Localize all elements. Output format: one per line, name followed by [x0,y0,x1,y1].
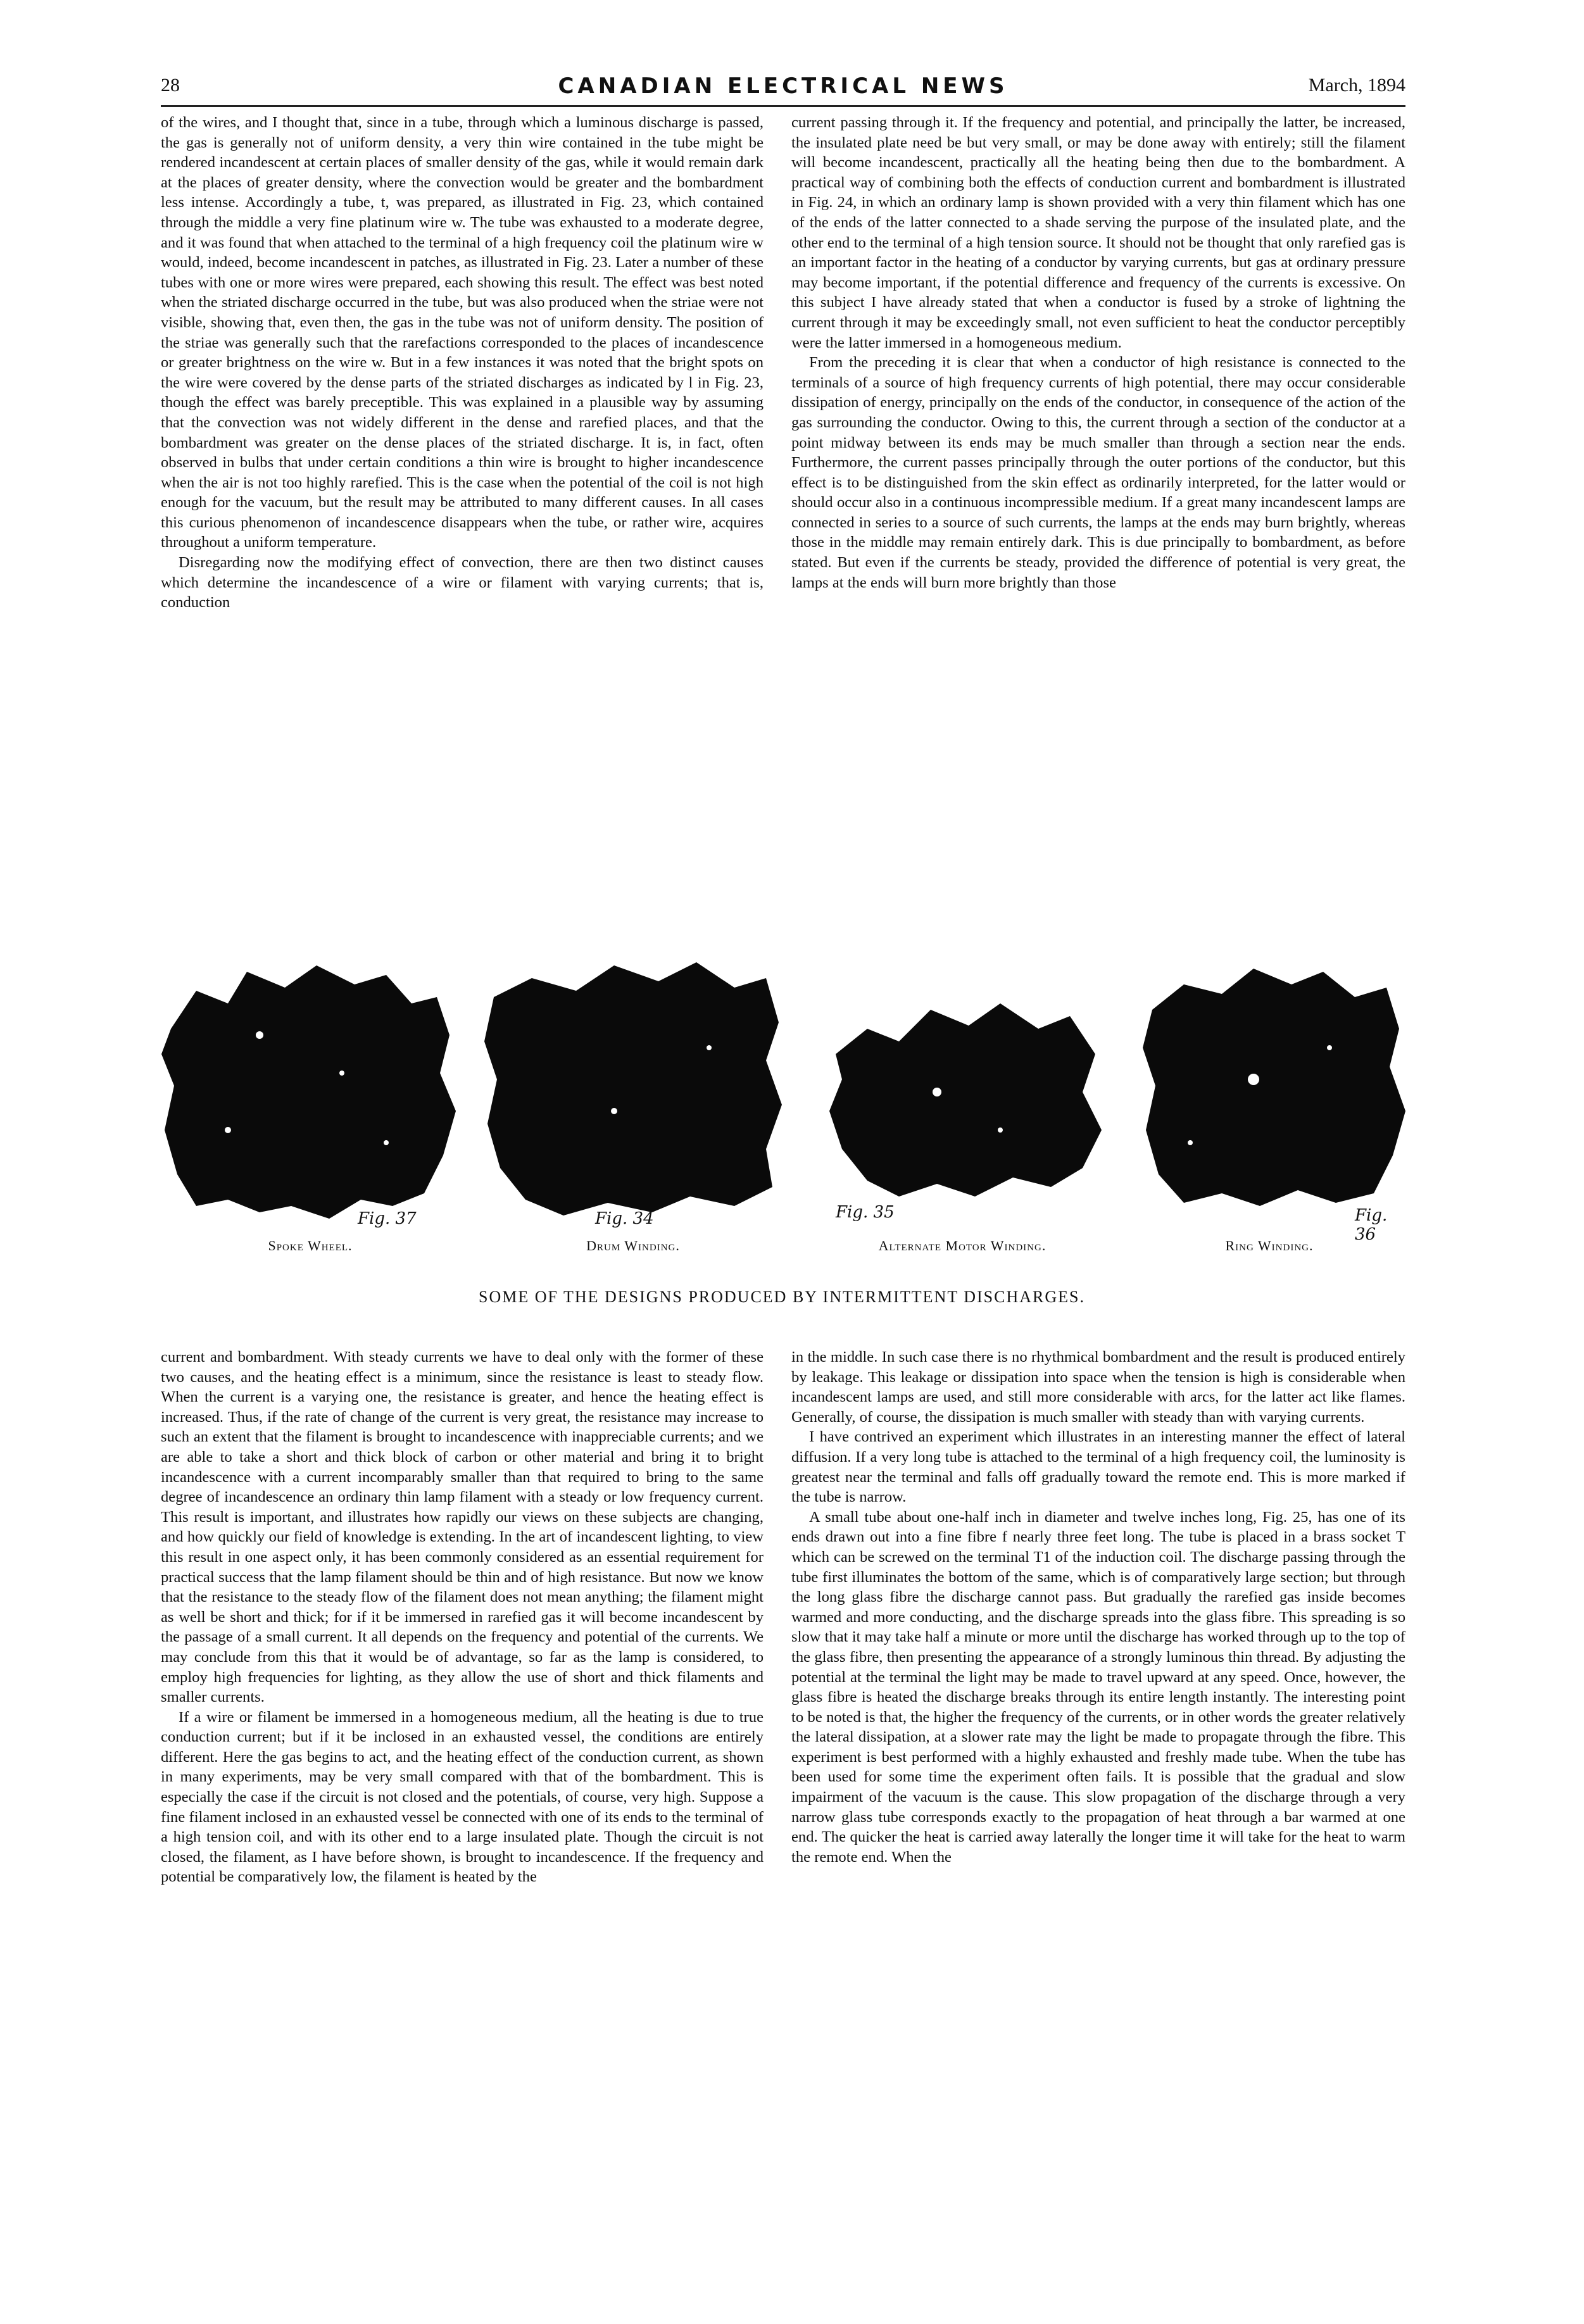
figures-title: SOME OF THE DESIGNS PRODUCED BY INTERMITTENT DISCHARGES. [478,1288,1085,1306]
figure-label: Fig. 37 [358,1209,417,1228]
discharge-pattern-image [468,953,798,1231]
column-bottom-left [161,1347,764,1887]
discharge-pattern-image [1127,953,1412,1231]
paragraph: From the preceding it is clear that when a conductor of high resistance is connected to the terminals of a source of high frequency currents of high potential, there may occur considerable dissipation of energy, principally on the ends of the conductor, in consequence of the action of the gas surrounding the conductor. Owing to this, the current through a section of the conductor at a point midway between its ends may be much smaller than through a section near the ends. Furthermore, the current passes principally through the outer portions of the conductor, but this effect is to be distinguished from the skin effect as ordinarily interpreted, for the latter would or should occur also in a continuous incompressible medium. If a great many incandescent lamps are connected in series to a source of such currents, the lamps at the ends may burn brightly, whereas those in the middle may remain entirely dark. This is due principally to bombardment, as before stated. But even if the currents be steady, provided the difference of potential is very great, the lamps at the ends will burn more brightly than those [791,354,1405,591]
figure-label: Fig. 36 [1355,1206,1388,1244]
paragraph: current passing through it. If the frequency and potential, and principally the latter, be increased, the insulated plate need be but very small, or may be done away with entirely; still the filament will become incandescent, practically all the heating being then due to the bombardment. A practical way of combining both the effects of conduction current and bombardment is illustrated in Fig. 24, in which an ordinary lamp is shown provided with a very thin filament which has one of the ends of the latter connected to a shade serving the purpose of the insulated plate, and the other end to the terminal of a high tension source. It should not be thought that only rarefied gas is an important factor in the heating of a conductor by varying currents, but gas at ordinary pressure may become important, if the potential difference and frequency of the currents is excessive. On this subject I have already stated that when a conductor is fused by a stroke of lightning the current through it may be exceedingly small, not even sufficient to heat the conductor perceptibly were the latter immersed in a homogeneous medium. [791,114,1405,351]
figure-row [152,953,1412,1253]
page-number: 28 [161,75,180,96]
issue-date: March, 1894 [1308,75,1405,96]
column-bottom-right [791,1347,1405,1867]
column-top-left [161,113,764,613]
header-rule [161,105,1405,107]
column-top-right [791,113,1405,593]
figure-label: Fig. 34 [595,1209,654,1228]
figure-alternate-motor-winding [798,953,1127,1253]
discharge-pattern-image [152,953,468,1231]
paragraph: Disregarding now the modifying effect of convection, there are then two distinct causes which determine the incandescence of a wire or filament with varying currents; that is, conduction [161,554,764,612]
figure-label: Fig. 35 [836,1203,895,1222]
figure-caption: Spoke Wheel. [268,1238,353,1253]
figure-caption: Drum Winding. [586,1238,680,1253]
paragraph: If a wire or filament be immersed in a homogeneous medium, all the heating is due to true conduction current; but if it be inclosed in an exhausted vessel, the conditions are entirely different. Here the gas begins to act, and the heating effect of the conduction current, as shown in many experiments, may be very small compared with that of the bombardment. This is especially the case if the circuit is not closed and the potentials, of course, very high. Suppose a fine filament inclosed in an exhausted vessel be connected with one of its ends to the terminal of a high tension coil, and with its other end to a large insulated plate. Though the circuit is not closed, the filament, as I have before shown, is brought to incandescence. If the frequency and potential be comparatively low, the filament is heated by the [161,1708,764,1886]
discharge-pattern-image [798,953,1127,1231]
masthead: CANADIAN ELECTRICAL NEWS [558,73,1009,99]
figure-ring-winding [1127,953,1412,1253]
paragraph: I have contrived an experiment which illustrates in an interesting manner the effect of lateral diffusion. If a very long tube is attached to the terminal of a high frequency coil, the luminosity is greatest near the terminal and falls off gradually toward the remote end. This is more marked if the tube is narrow. [791,1428,1405,1506]
figure-caption: Ring Winding. [1225,1238,1314,1253]
page-header [161,75,1405,105]
paragraph: in the middle. In such case there is no rhythmical bombardment and the result is produced entirely by leakage. This leakage or dissipation into space when the tension is high is considerable when incandescent lamps are used, and still more considerable with arcs, for the latter act like flames. Generally, of course, the dissipation is much smaller with steady than with varying currents. [791,1348,1405,1426]
paragraph: current and bombardment. With steady currents we have to deal only with the former of these two causes, and the heating effect is a minimum, since the resistance is least to steady flow. When the current is a varying one, the resistance is greater, and hence the heating effect is increased. Thus, if the rate of change of the current is very great, the resistance may increase to such an extent that the filament is brought to incandescence with inappreciable currents; and we are able to take a short and thick block of carbon or other material and bring it to bright incandescence with a current incomparably smaller than that required to bring to the same degree of incandescence an ordinary thin lamp filament with a steady or low frequency current. This result is important, and illustrates how rapidly our views on these subjects are changing, and how quickly our field of knowledge is extending. In the art of incandescent lighting, to view this result in one aspect only, it has been commonly considered as an essential requirement for practical success that the lamp filament should be thin and of high resistance. But now we know that the resistance to the steady flow of the filament does not mean anything; the filament might as well be short and thick; for if it be immersed in rarefied gas it will become incandescent by the passage of a small current. It all depends on the frequency and potential of the currents. We may conclude from this that it would be of advantage, so far as the lamp is considered, to employ high frequencies for lighting, as they allow the use of short and thick filaments and smaller currents. [161,1348,764,1706]
paragraph: of the wires, and I thought that, since in a tube, through which a luminous discharge is passed, the gas is generally not of uniform density, a very thin wire contained in the tube might be rendered incandescent at certain places of smaller density of the gas, while it would remain dark at the places of greater density, where the convection would be greater and the bombardment less intense. Accordingly a tube, t, was prepared, as illustrated in Fig. 23, which contained through the middle a very fine platinum wire w. The tube was exhausted to a moderate degree, and it was found that when attached to the terminal of a high frequency coil the platinum wire w would, indeed, become incandescent in patches, as illustrated in Fig. 23. Later a number of these tubes with one or more wires were prepared, each showing this result. The effect was best noted when the striated discharge occurred in the tube, but was also produced when the striae were not visible, showing that, even then, the gas in the tube was not of uniform density. The position of the striae was generally such that the rarefactions corresponded to the places of incandescence or greater brightness on the wire w. But in a few instances it was noted that the bright spots on the wire were covered by the dense parts of the striated discharges as indicated by l in Fig. 23, though the effect was barely preceptible. This was explained in a plausible way by assuming that the convection was not widely different in the dense and rarefied places, and that the bombardment was greater on the dense places of the striated discharge. It is, in fact, often observed in bulbs that under certain conditions a thin wire is brought to higher incandescence when the air is not too highly rarefied. This is the case when the potential of the coil is not high enough for the vacuum, but the result may be attributed to many different causes. In all cases this curious phenomenon of incandescence disappears when the tube, or rather wire, acquires throughout a uniform temperature. [161,114,764,551]
paragraph: A small tube about one-half inch in diameter and twelve inches long, Fig. 25, has one of its ends drawn out into a fine fibre f nearly three feet long. The tube is placed in a brass socket T which can be screwed on the terminal T1 of the induction coil. The discharge passing through the tube first illuminates the bottom of the same, which is of comparatively large section; but through the long glass fibre the discharge cannot pass. But gradually the rarefied gas inside becomes warmed and more conducting, and the discharge spreads into the glass fibre. This spreading is so slow that it may take half a minute or more until the discharge has worked through up to the top of the glass fibre, then presenting the appearance of a strongly luminous thin thread. By adjusting the potential at the terminal the light may be made to travel upward at any speed. Once, however, the glass fibre is heated the discharge breaks through its entire length instantly. The interesting point to be noted is that, the higher the frequency of the currents, or in other words the greater relatively the lateral dissipation, at a slower rate may the light be made to propagate through the fibre. This experiment is best performed with a highly exhausted and freshly made tube. When the tube has been used for some time the experiment often fails. It is possible that the gradual and slow impairment of the vacuum is the cause. This slow propagation of the discharge through a very narrow glass tube corresponds exactly to the propagation of heat through a bar warmed at one end. The quicker the heat is carried away laterally the longer time it will take for the heat to warm the remote end. When the [791,1508,1405,1866]
figure-caption: Alternate Motor Winding. [878,1238,1047,1253]
figure-drum-winding [468,953,798,1253]
figure-spoke-wheel [152,953,468,1253]
